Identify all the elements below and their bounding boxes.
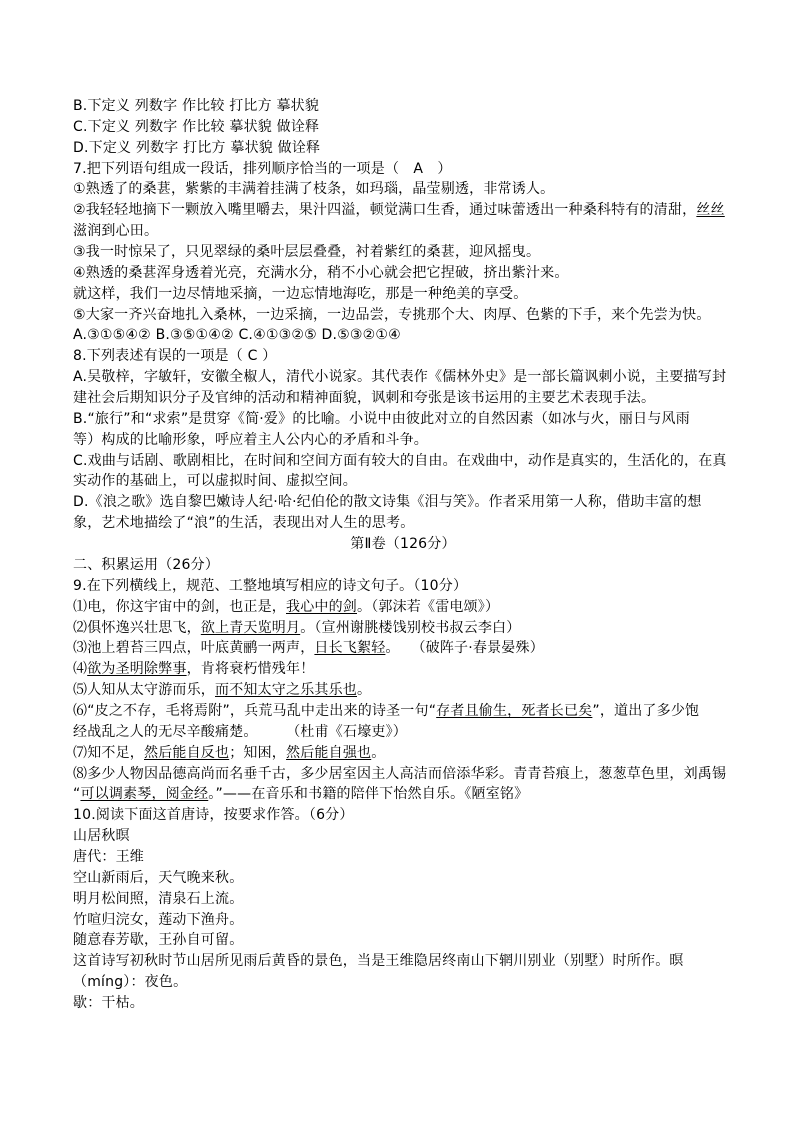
text-line	[73, 305, 733, 326]
text-line	[73, 868, 733, 889]
text-segment: B.下定义 列数字 作比较 打比方 摹状貌	[73, 98, 320, 114]
section-heading	[73, 534, 733, 555]
text-line	[73, 576, 733, 597]
text-segment: 经战乱之人的无尽辛酸痛楚。 （杜甫《石壕吏》）	[73, 723, 407, 740]
underlined-answer: 欲为圣明除弊事	[87, 661, 187, 678]
text-line	[73, 367, 733, 388]
text-line	[73, 680, 733, 701]
text-segment: 空山新雨后，天气晚来秋。	[73, 869, 244, 886]
text-line	[73, 597, 733, 618]
text-segment: ⑻多少人物因品德高尚而名垂千古，多少居室因主人高洁而倍添华彩。青青苔痕上，葱葱草色里，刘禹锡	[73, 765, 727, 782]
text-line	[73, 701, 733, 722]
text-segment: 象，艺术地描绘了“浪”的生活，表现出对人生的思考。	[73, 515, 415, 532]
text-segment: 随意春芳歇，王孙自可留。	[73, 932, 244, 949]
underlined-answer: 然后能自强也	[286, 744, 372, 761]
text-line	[73, 972, 733, 993]
underlined-answer: 而不知太守之乐其乐也	[215, 682, 357, 699]
text-line	[73, 284, 733, 305]
underlined-answer: 可以调素琴，阅金经	[80, 786, 209, 803]
text-line	[73, 409, 733, 430]
text-segment: ⑷	[73, 661, 88, 678]
text-segment: 歇：干枯。	[73, 994, 144, 1011]
text-line	[73, 451, 733, 472]
text-segment: 9.在下列横线上，规范、工整地填写相应的诗文句子。（10分）	[73, 577, 468, 594]
underlined-answer: 存者且偷生，死者长已矣	[436, 702, 593, 719]
text-line	[73, 179, 733, 200]
text-line	[73, 555, 733, 576]
text-line	[73, 784, 733, 805]
text-line	[73, 638, 733, 659]
text-segment: ⑶池上碧苔三四点，叶底黄鹂一两声，	[73, 640, 315, 657]
text-segment: 7.把下列语句组成一段话，排列顺序恰当的一项是（ A ）	[73, 160, 452, 177]
text-segment: ⑸人知从太守游而乐，	[73, 682, 215, 699]
text-segment: 滋润到心田。	[73, 223, 159, 240]
text-line	[73, 993, 733, 1014]
text-line	[73, 138, 733, 159]
text-line	[73, 221, 733, 242]
text-segment: ⑤大家一齐兴奋地扎入桑林，一边采摘，一边品尝，专挑那个大、肉厚、色紫的下手，来个先尝为快。	[73, 306, 711, 323]
text-segment: ④熟透的桑葚浑身透着光亮，充满水分，稍不小心就会把它捏破，挤出紫汁来。	[73, 264, 569, 281]
text-segment: 。（郭沫若《雷电颂》）	[357, 598, 500, 615]
text-segment: ；知困，	[229, 744, 287, 761]
text-segment: ，肯将衰朽惜残年！	[186, 661, 315, 678]
text-segment: 。”——在音乐和书籍的陪伴下怡然自乐。《陋室铭》	[208, 786, 529, 803]
text-line	[73, 117, 733, 138]
text-segment: ③我一时惊呆了，只见翠绿的桑叶层层叠叠，衬着紫红的桑葚，迎风摇曳。	[73, 244, 541, 261]
text-segment: 二、积累运用（26分）	[73, 556, 220, 573]
text-line	[73, 513, 733, 534]
text-line	[73, 889, 733, 910]
text-line	[73, 200, 733, 221]
text-segment: 唐代：王维	[73, 848, 144, 865]
text-segment: 。	[371, 744, 386, 761]
text-segment: 明月松间照，清泉石上流。	[73, 890, 244, 907]
text-segment: 等）构成的比喻形象，呼应着主人公内心的矛盾和斗争。	[73, 431, 428, 448]
text-line	[73, 847, 733, 868]
text-segment: 实动作的基础上，可以虚拟时间、虚拟空间。	[73, 473, 357, 490]
text-segment: D.下定义 列数字 打比方 摹状貌 做诠释	[73, 139, 321, 156]
underlined-answer: 丝丝	[696, 202, 725, 219]
text-segment: C.戏曲与话剧、歌剧相比，在时间和空间方面有较大的自由。在戏曲中，动作是真实的，生活化的，在真	[73, 452, 727, 469]
text-segment: A.③①⑤④② B.③⑤①④② C.④①③②⑤ D.⑤③②①④	[73, 327, 401, 344]
underlined-answer: 然后能自反也	[144, 744, 230, 761]
text-segment: B.“旅行”和“求索”是贯穿《简·爱》的比喻。小说中由彼此对立的自然因素（如冰与火，丽日与风雨	[73, 410, 690, 427]
text-line	[73, 826, 733, 847]
text-line	[73, 930, 733, 951]
text-segment: 就这样，我们一边尽情地采摘，一边忘情地海吃，那是一种绝美的享受。	[73, 285, 528, 302]
text-line	[73, 659, 733, 680]
underlined-answer: 欲上青天览明月	[200, 619, 301, 636]
text-line	[73, 471, 733, 492]
text-segment: ⑵俱怀逸兴壮思飞，	[73, 619, 201, 636]
text-line	[73, 722, 733, 743]
text-segment: 10.阅读下面这首唐诗，按要求作答。（6分）	[73, 807, 354, 824]
text-segment: ②我轻轻地摘下一颗放入嘴里嚼去，果汁四溢，顿觉满口生香，通过味蕾透出一种桑科特有的清甜，	[73, 202, 697, 219]
text-line	[73, 430, 733, 451]
text-line	[73, 96, 733, 117]
underlined-answer: 日长飞絮轻	[314, 640, 386, 657]
text-line	[73, 263, 733, 284]
text-segment: ⑹“皮之不存，毛将焉附”，兵荒马乱中走出来的诗圣一句“	[73, 702, 437, 719]
text-line	[73, 951, 733, 972]
text-segment: C.下定义 列数字 作比较 摹状貌 做诠释	[73, 118, 320, 135]
text-line	[73, 618, 733, 639]
text-line	[73, 388, 733, 409]
text-line	[73, 159, 733, 180]
text-segment: 第Ⅱ卷（126分）	[350, 536, 456, 553]
text-segment: ⑺知不足，	[73, 744, 144, 761]
text-segment: ①熟透了的桑葚，紫紫的丰满着挂满了枝条，如玛瑙，晶莹剔透，非常诱人。	[73, 181, 555, 198]
text-segment: “	[73, 786, 81, 803]
text-segment: 山居秋暝	[73, 828, 130, 845]
text-segment: 竹喧归浣女，莲动下渔舟。	[73, 911, 244, 928]
text-line	[73, 805, 733, 826]
text-line	[73, 492, 733, 513]
text-segment: A.吴敬梓，字敏轩，安徽全椒人，清代小说家。其代表作《儒林外史》是一部长篇讽刺小说，主要描写封	[73, 369, 727, 386]
text-segment: 8.下列表述有误的一项是（ C ）	[73, 348, 277, 365]
text-segment: ”，道出了多少饱	[592, 702, 700, 719]
text-segment: 。 （破阵子·春景晏殊）	[385, 640, 544, 657]
text-line	[73, 910, 733, 931]
text-segment: （míng）：夜色。	[73, 974, 188, 991]
text-line	[73, 325, 733, 346]
text-line	[73, 242, 733, 263]
text-segment: 。（宣州谢朓楼饯别校书叔云李白）	[300, 619, 521, 636]
text-segment: 建社会后期知识分子及官绅的活动和精神面貌，讽刺和夸张是该书运用的主要艺术表现手法。	[73, 390, 656, 407]
text-line	[73, 743, 733, 764]
text-segment: 这首诗写初秋时节山居所见雨后黄昏的景色，当是王维隐居终南山下辋川别业（别墅）时所作。暝	[73, 953, 684, 970]
text-segment: D.《浪之歌》选自黎巴嫩诗人纪·哈·纪伯伦的散文诗集《泪与笑》。作者采用第一人称，借助丰富的想	[73, 494, 702, 511]
text-line	[73, 346, 733, 367]
text-segment: 。	[357, 682, 372, 699]
text-segment: ⑴电，你这宇宙中的剑，也正是，	[73, 598, 286, 615]
underlined-answer: 我心中的剑	[286, 598, 357, 615]
text-line	[73, 764, 733, 785]
